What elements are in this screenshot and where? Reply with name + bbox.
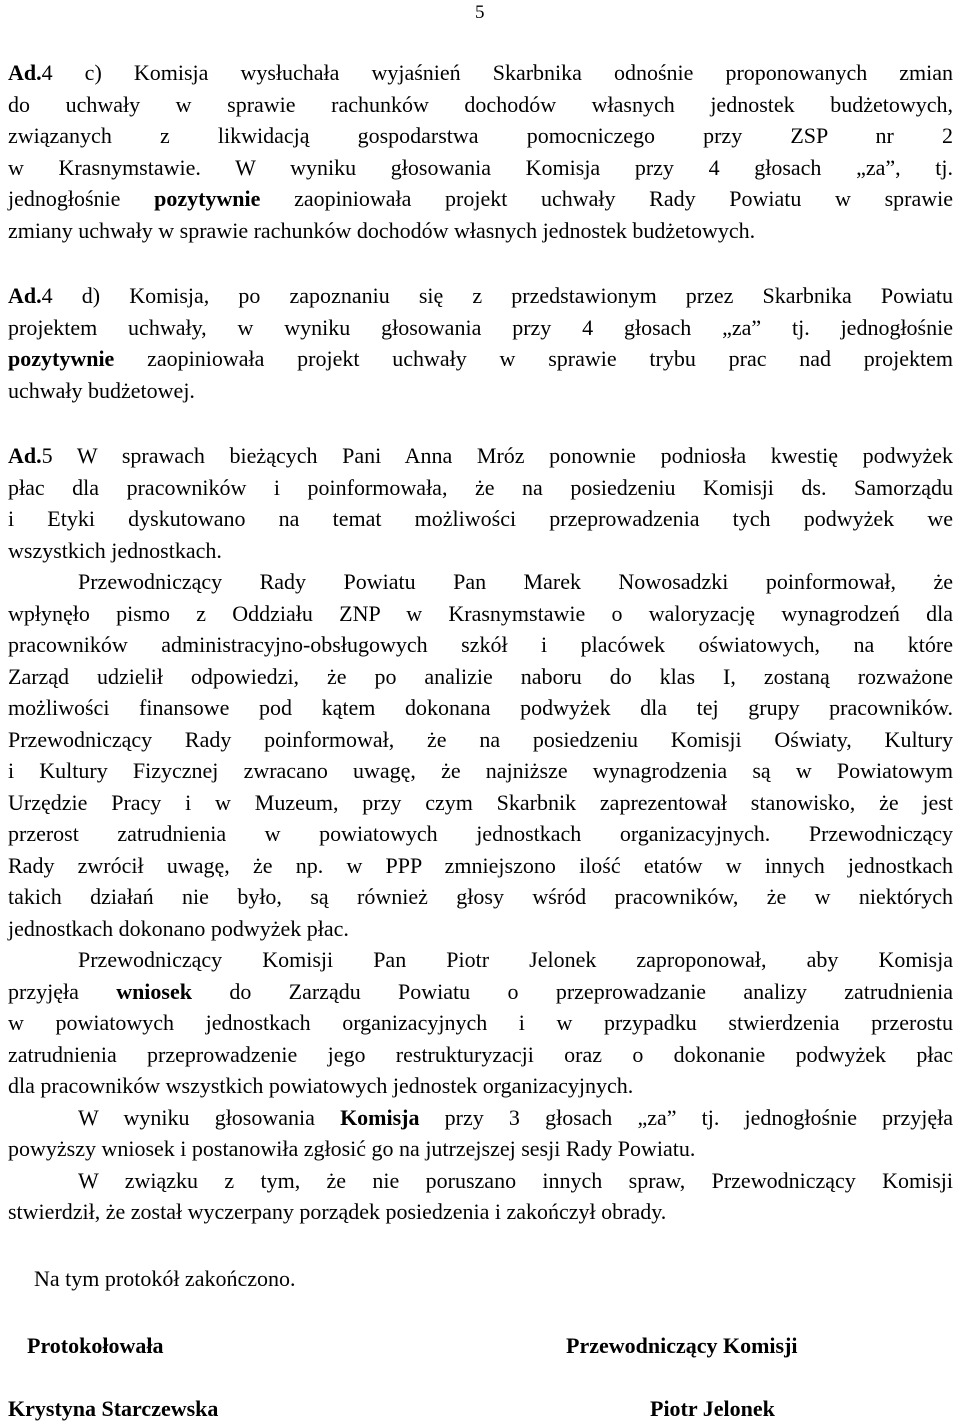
text-line: zatrudnienia przeprowadzenie jego restrukturyzacji oraz o dokonanie podwyżek płac bbox=[8, 1041, 953, 1067]
emphasis: pozytywnie bbox=[8, 346, 115, 371]
text-line: stwierdził, że został wyczerpany porządek posiedzenia i zakończył obrady. bbox=[8, 1199, 667, 1224]
text-line: Komisja wysłuchała wyjaśnień Skarbnika odnośnie proponowanych zmian bbox=[133, 60, 954, 85]
section-4c bbox=[8, 57, 953, 246]
ad-label: Ad. bbox=[8, 60, 42, 85]
text-line: i Etyki dyskutowano na temat możliwości przeprowadzenia tych podwyżek we bbox=[8, 506, 953, 531]
text-line: płac dla pracowników i poinformowała, że na posiedzeniu Komisji ds. Samorządu bbox=[8, 474, 953, 500]
text-line: wpłynęło pismo z Oddziału ZNP w Krasnymstawie o waloryzację wynagrodzeń dla bbox=[8, 600, 953, 626]
signature-right-name: Piotr Jelonek bbox=[650, 1396, 775, 1421]
section-4d bbox=[8, 280, 953, 406]
text-line: takich działań nie było, są również głosy wśród pracowników, że w niektórych bbox=[8, 884, 953, 909]
text-fragment: przy 3 głosach „za” tj. jednogłośnie przyjęła bbox=[419, 1104, 953, 1130]
text-fragment: zaopiniowała projekt uchwały w sprawie trybu prac nad projektem bbox=[114, 346, 953, 371]
text-line: wszystkich jednostkach. bbox=[8, 537, 222, 563]
text-fragment: do Zarządu Powiatu o przeprowadzanie analizy zatrudnienia bbox=[191, 978, 953, 1004]
text-line: zmiany uchwały w sprawie rachunków dochodów własnych jednostek budżetowych. bbox=[8, 217, 756, 243]
text-line: Przewodniczący Rady poinformował, że na posiedzeniu Komisji Oświaty, Kultury bbox=[8, 726, 953, 752]
text-line: w powiatowych jednostkach organizacyjnych i w przypadku stwierdzenia przerostu bbox=[8, 1010, 953, 1035]
text-line: powyższy wniosek i postanowiła zgłosić go na jutrzejszej sesji Rady Powiatu. bbox=[8, 1136, 696, 1161]
text-fragment: przyjęła bbox=[8, 978, 117, 1004]
ad-label: Ad. bbox=[8, 283, 42, 308]
text-line: W związku z tym, że nie poruszano innych spraw, Przewodniczący Komisji bbox=[78, 1167, 953, 1193]
text-line: jednostkach dokonano podwyżek płac. bbox=[8, 915, 349, 941]
text-fragment: zaopiniowała projekt uchwały Rady Powiatu w sprawie bbox=[260, 186, 953, 211]
ad-label: Ad. bbox=[8, 443, 42, 468]
text-line: możliwości finansowe pod kątem dokonana podwyżek dla tej grupy pracowników. bbox=[8, 695, 953, 720]
text-line: uchwały budżetowej. bbox=[8, 377, 195, 403]
emphasis: Komisja bbox=[340, 1104, 420, 1130]
ad-number: 4 d) bbox=[41, 283, 101, 308]
ad-number: 4 c) bbox=[41, 60, 102, 85]
text-line: do uchwały w sprawie rachunków dochodów własnych jednostek budżetowych, bbox=[8, 91, 953, 117]
text-line: przerost zatrudnienia w powiatowych jednostkach organizacyjnych. Przewodniczący bbox=[8, 821, 953, 846]
page-number: 5 bbox=[475, 2, 485, 23]
closing-statement: Na tym protokół zakończono. bbox=[34, 1266, 296, 1291]
signature-right-role: Przewodniczący Komisji bbox=[566, 1333, 798, 1358]
emphasis: pozytywnie bbox=[154, 186, 261, 211]
text-line: dla pracowników wszystkich powiatowych jednostek organizacyjnych. bbox=[8, 1073, 634, 1098]
text-line: W sprawach bieżących Pani Anna Mróz ponownie podniosła kwestię podwyżek bbox=[76, 443, 953, 468]
text-line: projektem uchwały, w wyniku głosowania przy 4 głosach „za” tj. jednogłośnie bbox=[8, 314, 953, 340]
emphasis: wniosek bbox=[116, 978, 192, 1004]
text-line: w Krasnymstawie. W wyniku głosowania Komisja przy 4 głosach „za”, tj. bbox=[8, 154, 953, 180]
text-line: Przewodniczący Rady Powiatu Pan Marek Nowosadzki poinformował, że bbox=[78, 569, 953, 594]
text-line: Urzędzie Pracy i w Muzeum, przy czym Skarbnik zaprezentował stanowisko, że jest bbox=[8, 789, 953, 815]
text-fragment: W wyniku głosowania bbox=[78, 1104, 341, 1130]
text-line: Przewodniczący Komisji Pan Piotr Jelonek zaproponował, aby Komisja bbox=[78, 947, 953, 972]
signature-left-name: Krystyna Starczewska bbox=[8, 1396, 219, 1421]
text-line: Zarząd udzielił odpowiedzi, że po analizie naboru do klas I, zostaną rozważone bbox=[8, 663, 953, 689]
ad-number: 5 bbox=[41, 443, 53, 468]
text-fragment: jednogłośnie bbox=[8, 186, 155, 211]
text-line: pracowników administracyjno-obsługowych szkół i placówek oświatowych, na które bbox=[8, 632, 953, 657]
text-line: i Kultury Fizycznej zwracano uwagę, że najniższe wynagrodzenia są w Powiatowym bbox=[8, 758, 953, 783]
text-line: związanych z likwidacją gospodarstwa pomocniczego przy ZSP nr 2 bbox=[8, 123, 953, 148]
text-line: Rady zwrócił uwagę, że np. w PPP zmniejszono ilość etatów w innych jednostkach bbox=[8, 852, 953, 878]
section-5 bbox=[8, 440, 953, 1228]
text-line: Komisja, po zapoznaniu się z przedstawionym przez Skarbnika Powiatu bbox=[129, 283, 953, 308]
signature-left-role: Protokołowała bbox=[27, 1333, 164, 1358]
